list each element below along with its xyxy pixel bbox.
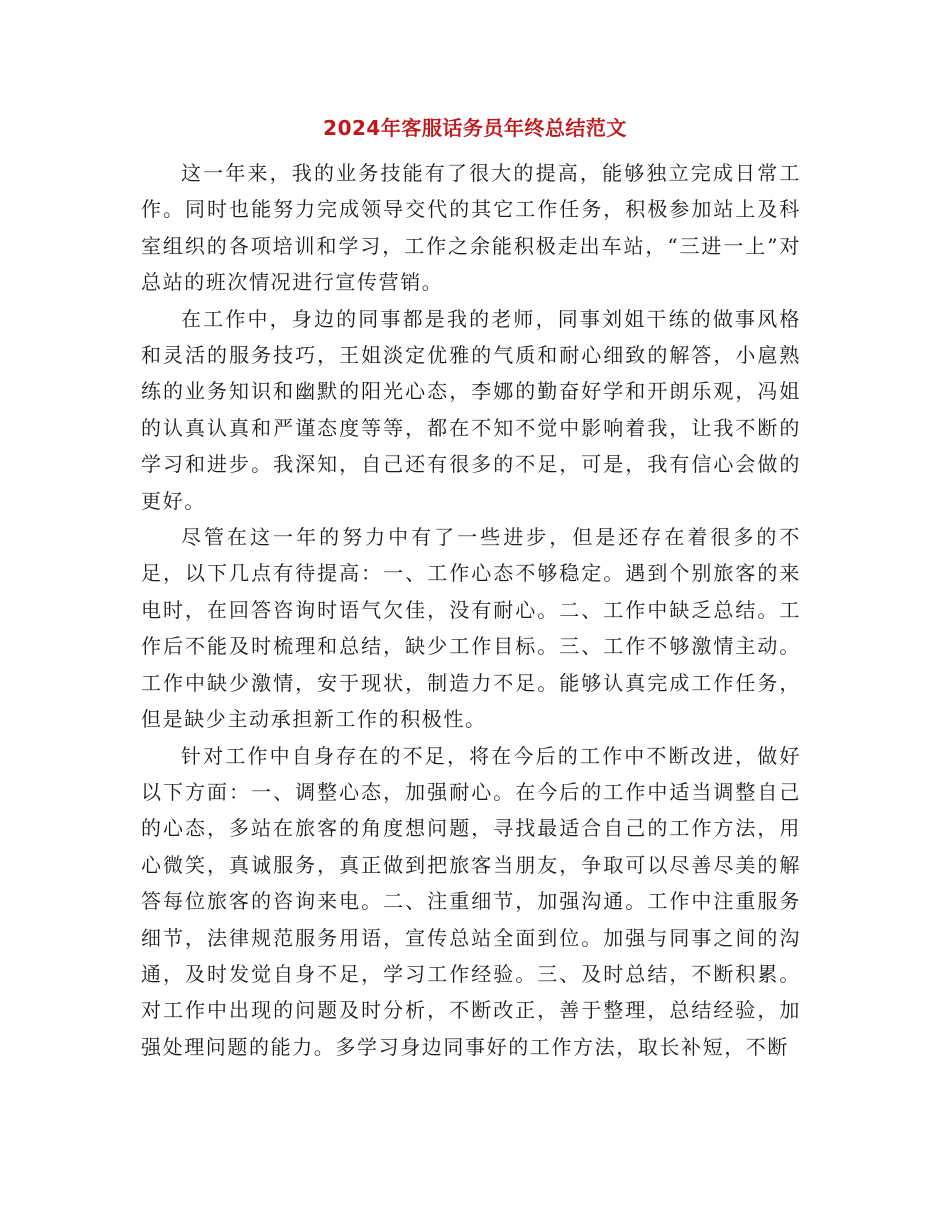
paragraph-1: 这一年来，我的业务技能有了很大的提高，能够独立完成日常工作。同时也能努力完成领导交代的其它工作任务，积极参加站上及科室组织的各项培训和学习，工作之余能积极走出车站，“三进一上”对总站的班次情况进行宣传营销。 — [141, 161, 801, 295]
paragraph-2: 在工作中，身边的同事都是我的老师，同事刘姐干练的做事风格和灵活的服务技巧，王姐淡定优雅的气质和耐心细致的解答，小扈熟练的业务知识和幽默的阳光心态，李娜的勤奋好学和开朗乐观，冯姐的认真认真和严谨态度等等，都在不知不觉中影响着我，让我不断的学习和进步。我深知，自己还有很多的不足，可是，我有信心会做的更好。 — [141, 306, 801, 513]
paragraph-4: 针对工作中自身存在的不足，将在今后的工作中不断改进，做好以下方面：一、调整心态，加强耐心。在今后的工作中适当调整自己的心态，多站在旅客的角度想问题，寻找最适合自己的工作方法，用心微笑，真诚服务，真正做到把旅客当朋友，争取可以尽善尽美的解答每位旅客的咨询来电。二、注重细节，加强沟通。工作中注重服务细节，法律规范服务用语，宣传总站全面到位。加强与同事之间的沟通，及时发觉自身不足，学习工作经验。三、及时总结，不断积累。对工作中出现的问题及时分析，不断改正，善于整理，总结经验，加强处理问题的能力。多学习身边同事好的工作方法，取长补短，不断 — [141, 743, 801, 1059]
document-body — [141, 155, 801, 1065]
paragraph-3: 尽管在这一年的努力中有了一些进步，但是还存在着很多的不足，以下几点有待提高：一、工作心态不够稳定。遇到个别旅客的来电时，在回答咨询时语气欠佳，没有耐心。二、工作中缺乏总结。工作后不能及时梳理和总结，缺少工作目标。三、工作不够激情主动。工作中缺少激情，安于现状，制造力不足。能够认真完成工作任务，但是缺少主动承担新工作的积极性。 — [141, 525, 801, 732]
document-title: 2024年客服话务员年终总结范文 — [323, 116, 627, 140]
